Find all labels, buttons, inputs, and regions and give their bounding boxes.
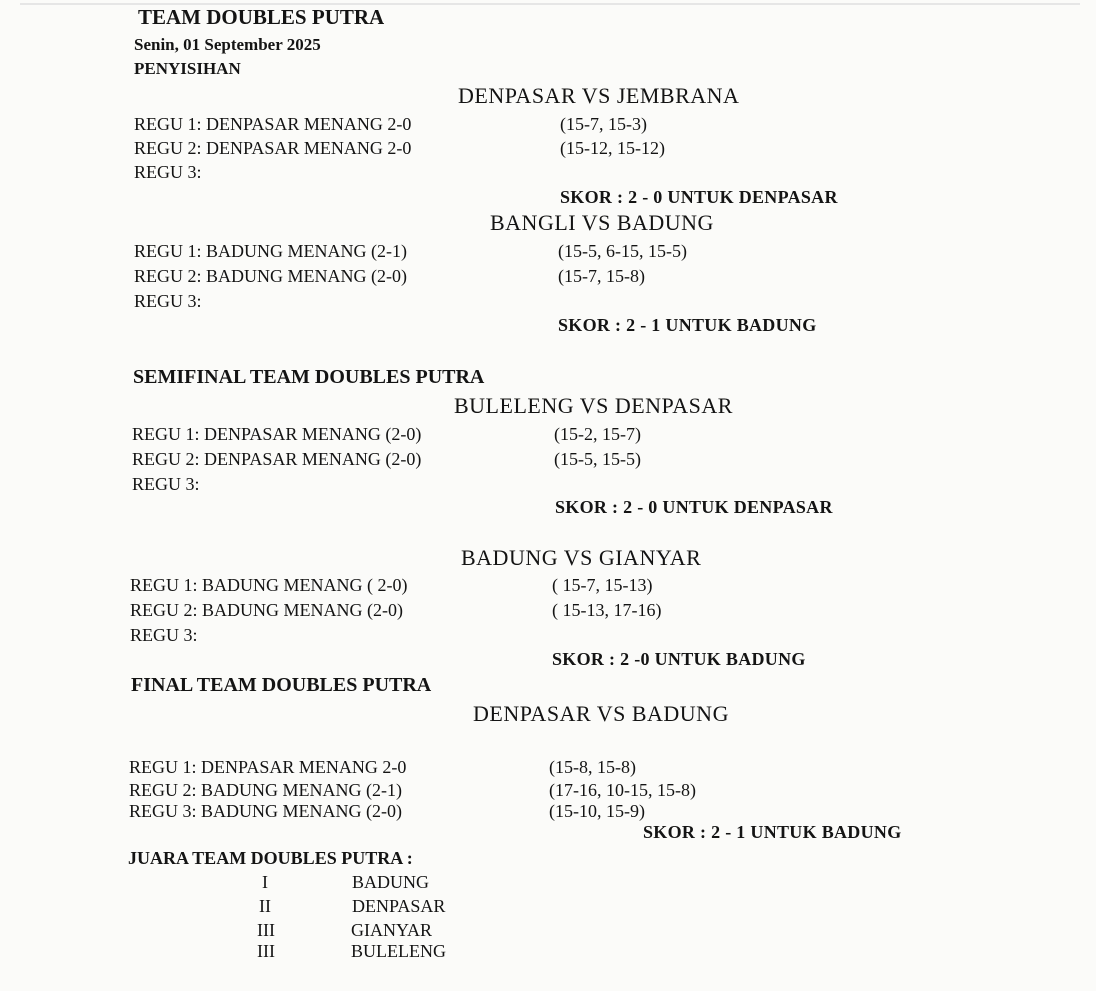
juara-heading: JUARA TEAM DOUBLES PUTRA : <box>128 848 413 868</box>
regu-result: REGU 1: BADUNG MENANG (2-1) <box>134 241 407 261</box>
rank-label: III <box>257 941 275 961</box>
regu-result: REGU 2: BADUNG MENANG (2-0) <box>134 266 407 286</box>
regu-score: ( 15-13, 17-16) <box>552 600 662 620</box>
regu-score: (15-5, 15-5) <box>554 449 641 469</box>
regu-result: REGU 2: DENPASAR MENANG 2-0 <box>134 138 412 158</box>
regu-result: REGU 2: BADUNG MENANG (2-0) <box>130 600 403 620</box>
regu-result: REGU 3: BADUNG MENANG (2-0) <box>129 801 402 821</box>
semifinal-heading: SEMIFINAL TEAM DOUBLES PUTRA <box>133 366 485 388</box>
regu-result: REGU 3: <box>132 474 200 494</box>
rank-team: DENPASAR <box>352 896 446 916</box>
match-title: BANGLI VS BADUNG <box>490 210 714 235</box>
regu-score: (15-10, 15-9) <box>549 801 645 821</box>
regu-result: REGU 1: BADUNG MENANG ( 2-0) <box>130 575 408 595</box>
rank-team: BULELENG <box>351 941 446 961</box>
match-title: DENPASAR VS JEMBRANA <box>458 83 740 108</box>
stage-label: PENYISIHAN <box>134 59 241 78</box>
regu-result: REGU 1: DENPASAR MENANG 2-0 <box>134 114 412 134</box>
rank-label: I <box>262 872 268 892</box>
regu-result: REGU 1: DENPASAR MENANG 2-0 <box>129 757 407 777</box>
page-title: TEAM DOUBLES PUTRA <box>138 5 385 29</box>
match-score: SKOR : 2 - 0 UNTUK DENPASAR <box>555 497 833 517</box>
regu-score: (15-8, 15-8) <box>549 757 636 777</box>
regu-result: REGU 3: <box>134 162 202 182</box>
final-heading: FINAL TEAM DOUBLES PUTRA <box>131 674 432 696</box>
rank-team: GIANYAR <box>351 920 432 940</box>
regu-score: (15-5, 6-15, 15-5) <box>558 241 687 261</box>
regu-score: (17-16, 10-15, 15-8) <box>549 780 696 800</box>
regu-score: (15-12, 15-12) <box>560 138 665 158</box>
regu-result: REGU 2: BADUNG MENANG (2-1) <box>129 780 402 800</box>
match-title: BADUNG VS GIANYAR <box>461 545 702 570</box>
match-title: BULELENG VS DENPASAR <box>454 393 733 418</box>
regu-result: REGU 3: <box>130 625 198 645</box>
regu-score: (15-7, 15-8) <box>558 266 645 286</box>
match-score: SKOR : 2 - 0 UNTUK DENPASAR <box>560 187 838 207</box>
regu-result: REGU 3: <box>134 291 202 311</box>
regu-result: REGU 2: DENPASAR MENANG (2-0) <box>132 449 422 469</box>
match-title: DENPASAR VS BADUNG <box>473 701 729 726</box>
rank-label: II <box>259 896 271 916</box>
match-score: SKOR : 2 - 1 UNTUK BADUNG <box>643 822 902 842</box>
regu-score: (15-2, 15-7) <box>554 424 641 444</box>
regu-result: REGU 1: DENPASAR MENANG (2-0) <box>132 424 422 444</box>
regu-score: (15-7, 15-3) <box>560 114 647 134</box>
rank-label: III <box>257 920 275 940</box>
match-score: SKOR : 2 -0 UNTUK BADUNG <box>552 649 806 669</box>
match-score: SKOR : 2 - 1 UNTUK BADUNG <box>558 315 817 335</box>
rank-team: BADUNG <box>352 872 430 892</box>
event-date: Senin, 01 September 2025 <box>134 35 321 54</box>
regu-score: ( 15-7, 15-13) <box>552 575 653 595</box>
